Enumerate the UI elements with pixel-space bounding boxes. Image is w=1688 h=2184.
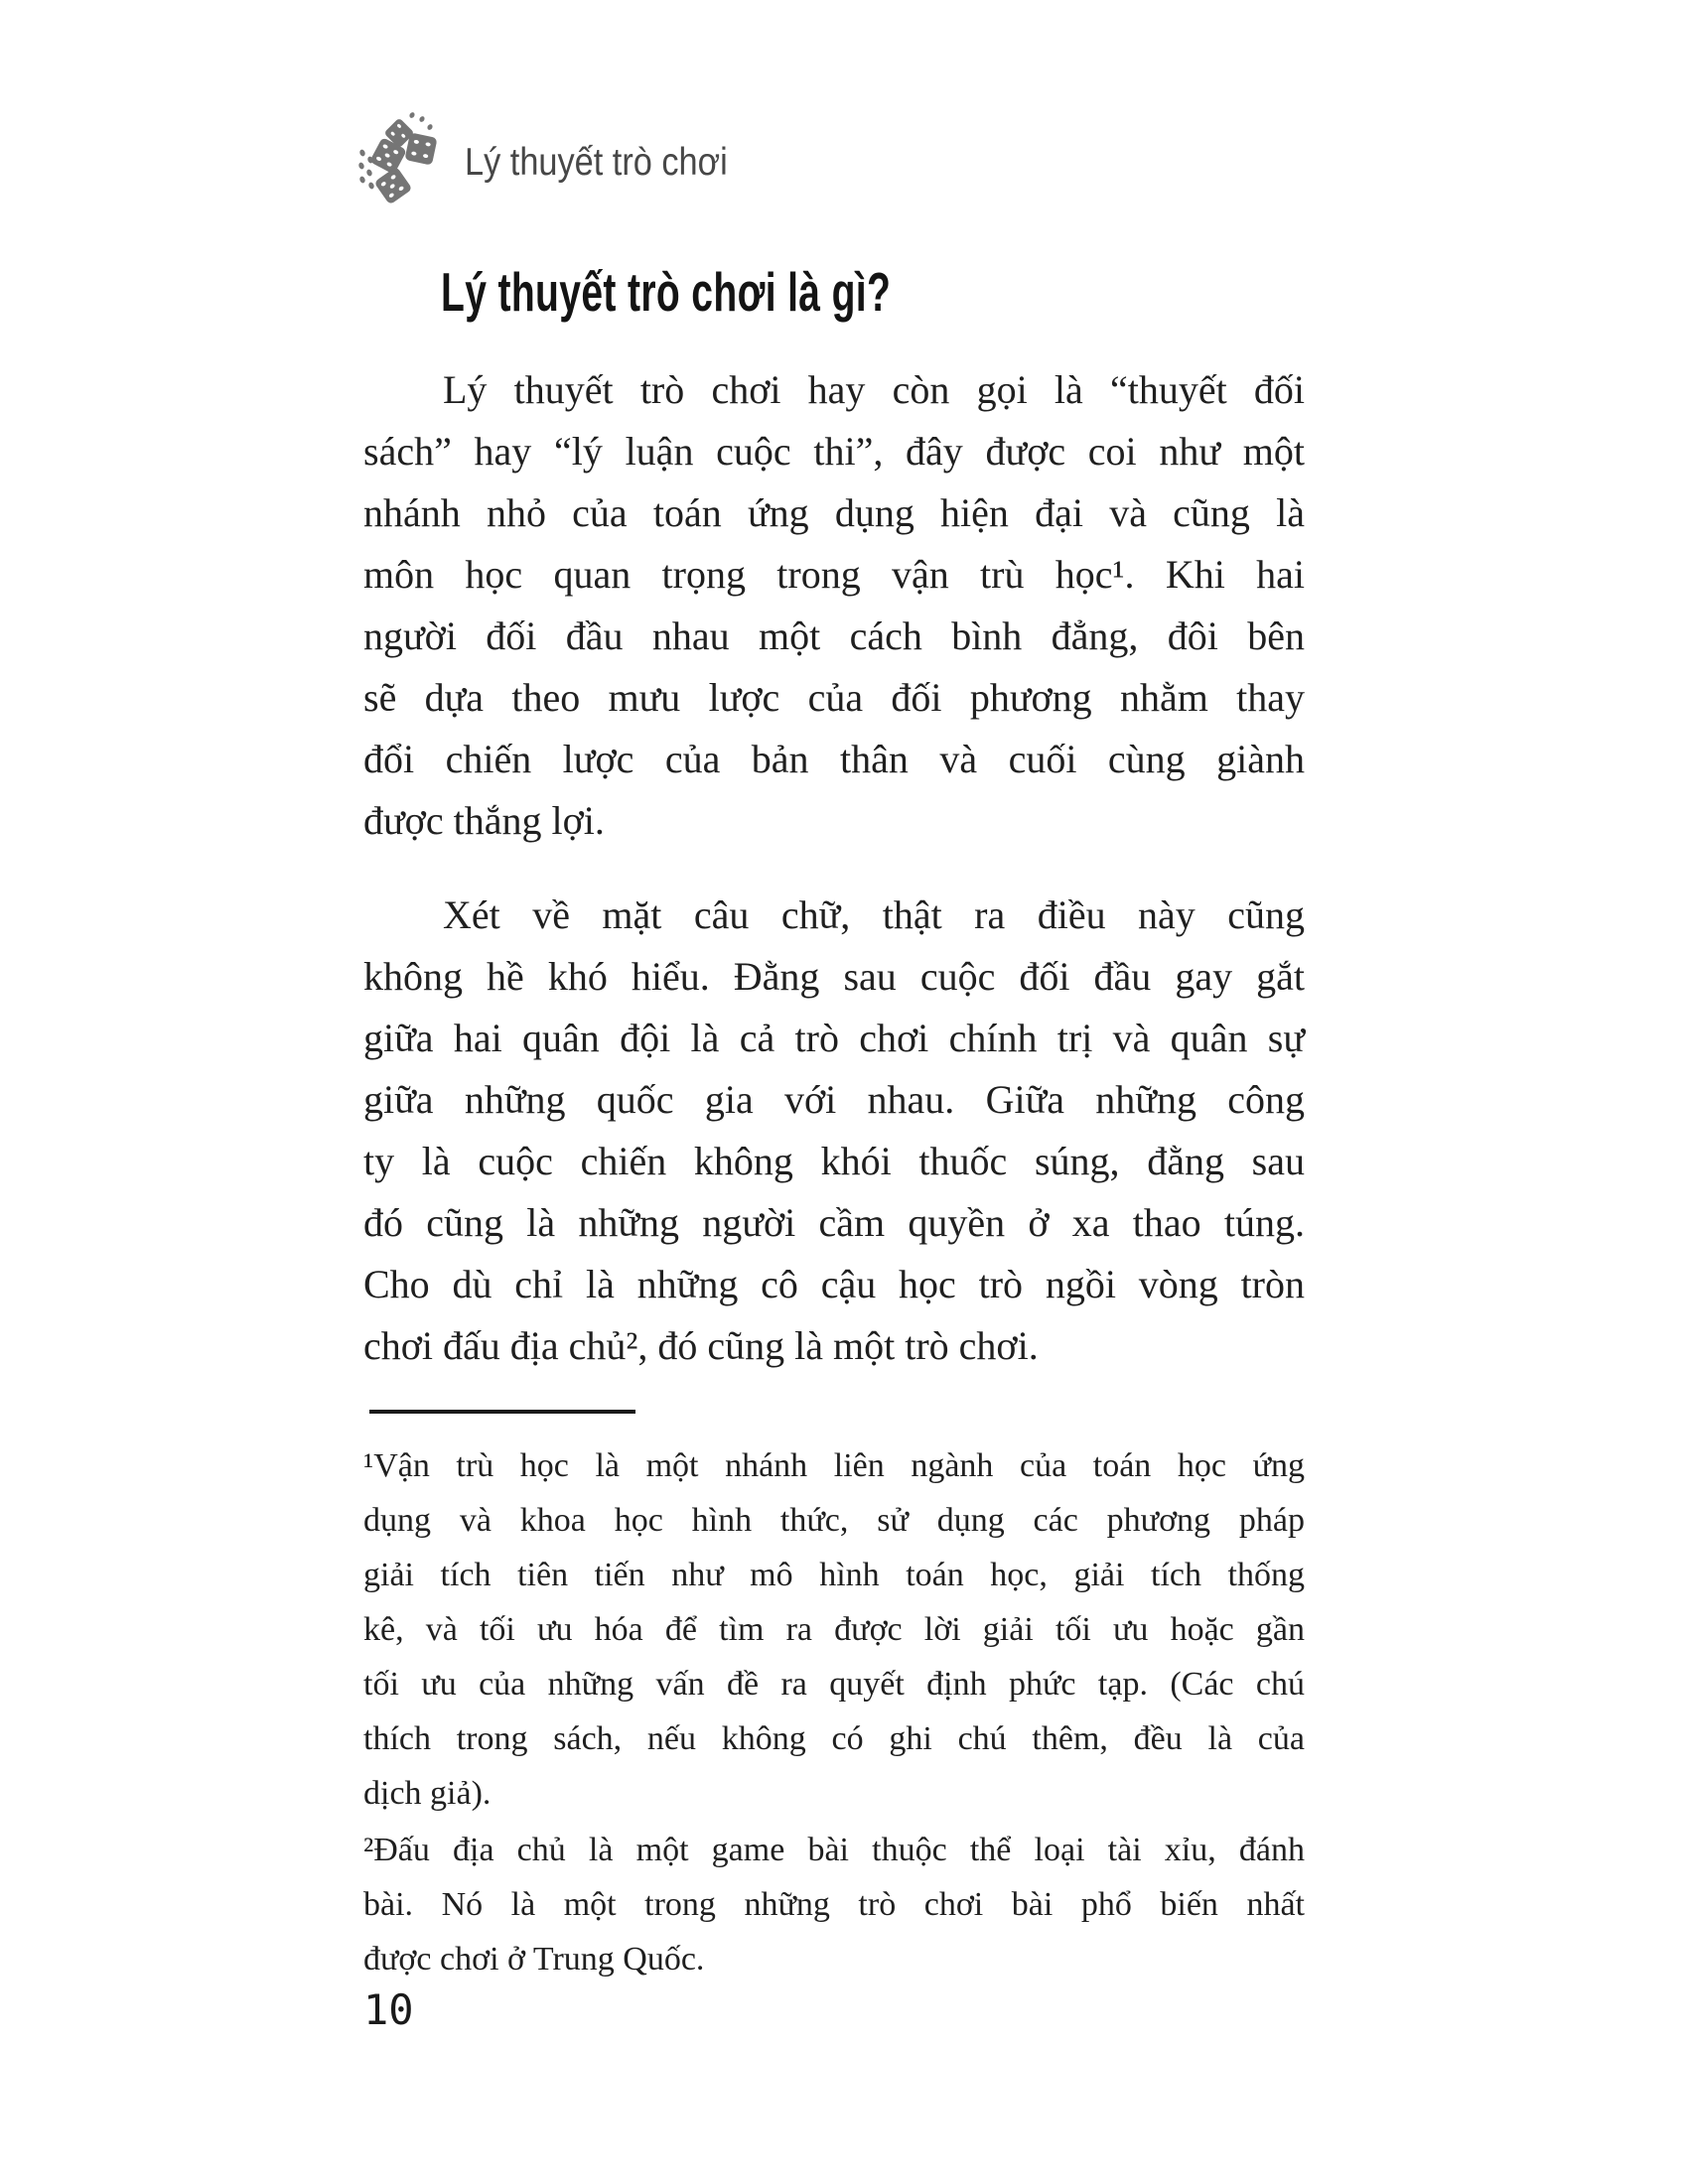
paragraph-1 xyxy=(363,359,1305,852)
section-heading-text: Lý thuyết trò chơi là gì? xyxy=(441,261,892,323)
text-line: Cho dù chỉ là những cô cậu học trò ngồi vòng tròn xyxy=(363,1262,1305,1306)
footnote-line: tối ưu của những vấn đề ra quyết định phức tạp. (Các chú xyxy=(363,1666,1305,1703)
text-line: giữa những quốc gia với nhau. Giữa những công xyxy=(363,1077,1305,1122)
text-line: đổi chiến lược của bản thân và cuối cùng giành xyxy=(363,737,1305,781)
page-number: 10 xyxy=(363,1985,414,2034)
text-line: môn học quan trọng trong vận trù học¹. Khi hai xyxy=(363,552,1305,597)
paragraph-2 xyxy=(363,885,1305,1377)
footnote-line: ²Đấu địa chủ là một game bài thuộc thể loại tài xỉu, đánh xyxy=(363,1832,1305,1868)
text-line: người đối đầu nhau một cách bình đẳng, đôi bên xyxy=(363,614,1305,658)
dice-icon xyxy=(355,111,447,210)
text-line: Lý thuyết trò chơi hay còn gọi là “thuyết đối xyxy=(443,367,1305,412)
text-line: ty là cuộc chiến không khói thuốc súng, đằng sau xyxy=(363,1139,1305,1183)
footnote-line: ¹Vận trù học là một nhánh liên ngành của toán học ứng xyxy=(363,1447,1305,1484)
text-line: nhánh nhỏ của toán ứng dụng hiện đại và cũng là xyxy=(363,490,1305,535)
section-heading xyxy=(441,260,1074,324)
footnote-line: được chơi ở Trung Quốc. xyxy=(363,1941,705,1978)
footnote-line: giải tích tiên tiến như mô hình toán học, giải tích thống xyxy=(363,1557,1305,1593)
text-line: đó cũng là những người cầm quyền ở xa thao túng. xyxy=(363,1200,1305,1245)
footnote-line: bài. Nó là một trong những trò chơi bài phổ biến nhất xyxy=(363,1886,1305,1923)
footnote-separator xyxy=(369,1410,635,1414)
footnote-line: kê, và tối ưu hóa để tìm ra được lời giải tối ưu hoặc gần xyxy=(363,1611,1305,1648)
text-line: được thắng lợi. xyxy=(363,798,605,843)
text-line: giữa hai quân đội là cả trò chơi chính trị và quân sự xyxy=(363,1016,1305,1060)
footnote-line: dụng và khoa học hình thức, sử dụng các phương pháp xyxy=(363,1502,1305,1539)
text-line: sẽ dựa theo mưu lược của đối phương nhằm thay xyxy=(363,675,1305,720)
running-header-title: Lý thuyết trò chơi xyxy=(465,141,728,184)
text-line: Xét về mặt câu chữ, thật ra điều này cũng xyxy=(443,892,1305,937)
footnote-line: thích trong sách, nếu không có ghi chú thêm, đều là của xyxy=(363,1720,1305,1757)
footnote-1 xyxy=(363,1438,1305,1821)
footnote-line: dịch giả). xyxy=(363,1775,492,1812)
text-line: không hề khó hiểu. Đằng sau cuộc đối đầu gay gắt xyxy=(363,954,1305,999)
footnote-2 xyxy=(363,1823,1305,1986)
running-header xyxy=(0,0,1688,228)
text-line: chơi đấu địa chủ², đó cũng là một trò chơi. xyxy=(363,1323,1039,1368)
text-line: sách” hay “lý luận cuộc thi”, đây được coi như một xyxy=(363,429,1305,474)
